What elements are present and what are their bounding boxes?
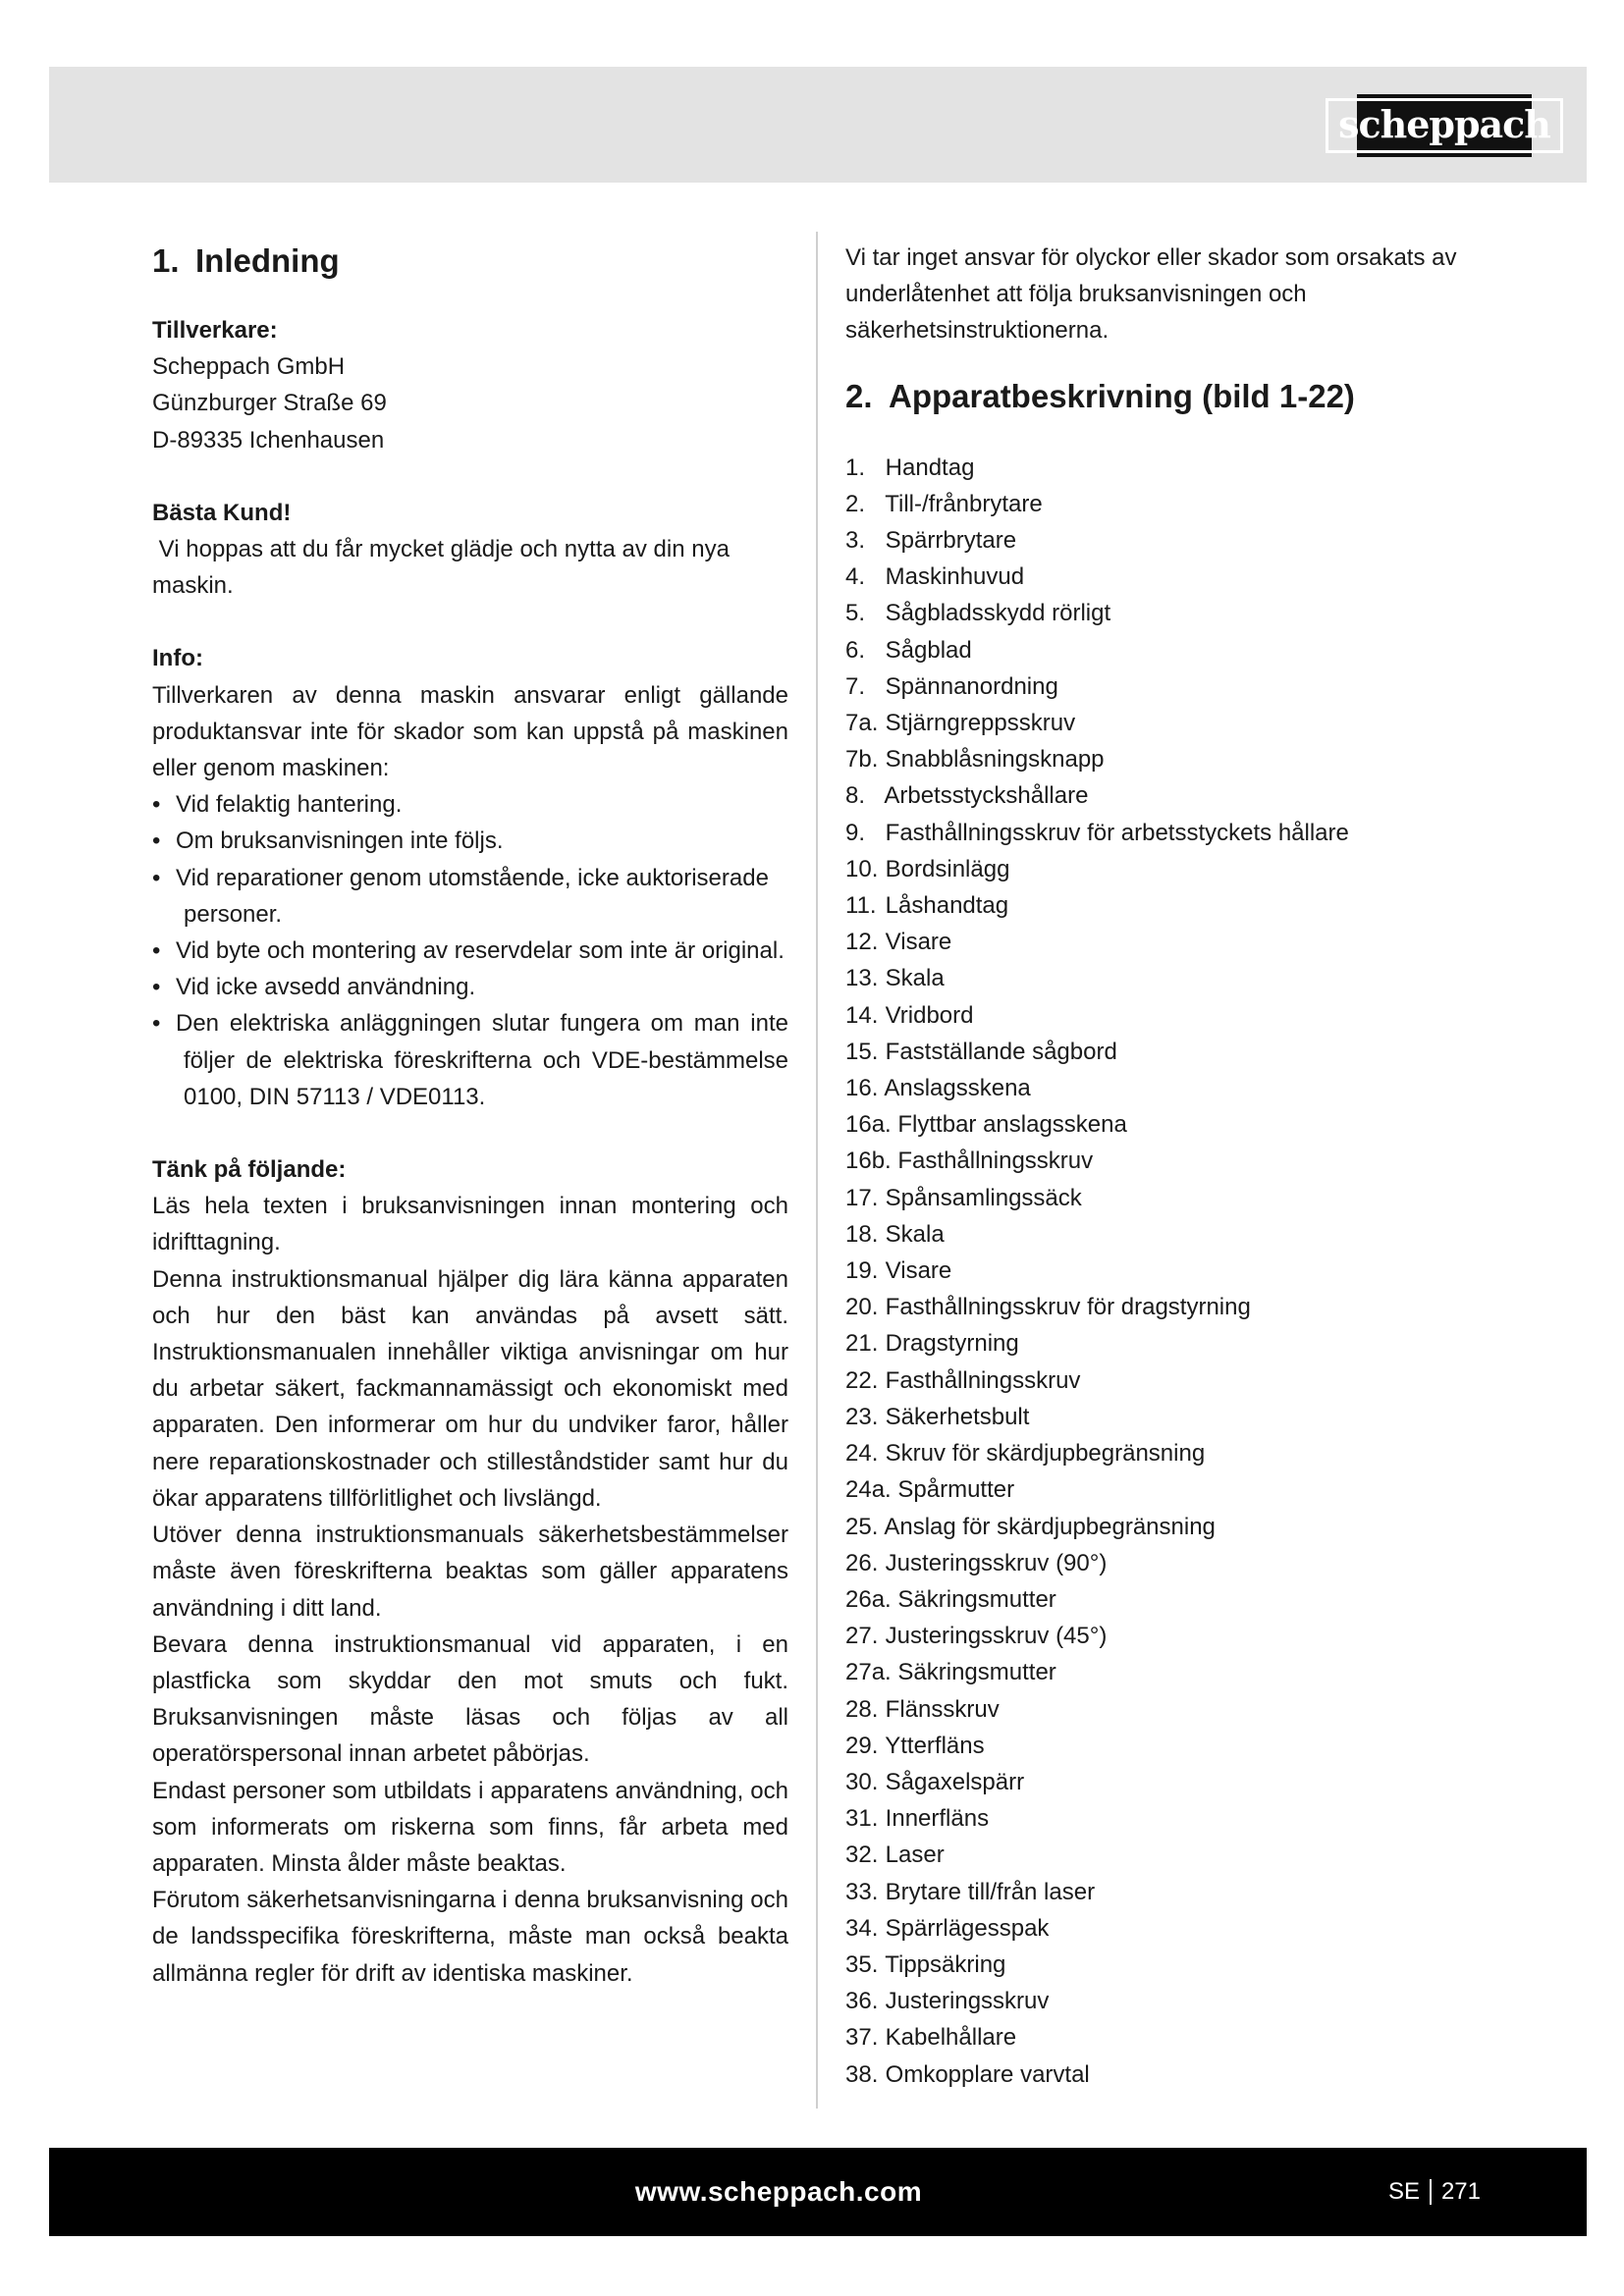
part-number: 32. — [845, 1842, 879, 1869]
section-2-title: Apparatbeskrivning (bild 1-22) — [889, 377, 1355, 414]
note-paragraph: Läs hela texten i bruksanvisningen innan montering och idrifttagning. — [152, 1193, 788, 1256]
list-item — [845, 1034, 1493, 1070]
list-item — [845, 1837, 1493, 1873]
list-item — [845, 1618, 1493, 1654]
part-number: 11. — [845, 892, 877, 920]
list-item — [845, 815, 1493, 851]
list-item — [845, 1180, 1493, 1216]
list-item — [845, 960, 1493, 996]
part-number: 16. — [845, 1075, 879, 1102]
section-2-number: 2. — [845, 377, 873, 414]
list-item — [845, 559, 1493, 595]
list-item — [845, 1471, 1493, 1508]
list-item — [845, 1070, 1493, 1106]
list-item — [845, 887, 1493, 924]
list-item: • Den elektriska anläggningen slutar fungera om man inte följer de elektriska föreskrifterna och VDE-bestämmelse 0100, DIN 57113 / VDE0113. — [152, 1010, 788, 1110]
part-label: Brytare till/från laser — [885, 1878, 1096, 1905]
part-label: Spårmutter — [897, 1476, 1015, 1504]
part-label: Visare — [885, 1257, 952, 1285]
list-item — [845, 741, 1493, 777]
part-label: Anslagsskena — [884, 1075, 1031, 1102]
list-item: • Vid byte och montering av reservdelar som inte är original. — [152, 937, 785, 965]
manufacturer-label: Tillverkare: — [152, 317, 278, 344]
part-label: Fasthållningsskruv — [897, 1148, 1094, 1175]
list-item — [845, 1983, 1493, 2019]
list-item — [845, 705, 1493, 741]
part-number: 29. — [845, 1732, 879, 1759]
part-label: Kabelhållare — [885, 2024, 1017, 2052]
list-item — [845, 1509, 1493, 1545]
part-number: 27. — [845, 1623, 879, 1650]
dear-customer-label: Bästa Kund! — [152, 499, 292, 526]
part-label: Innerfläns — [885, 1805, 990, 1833]
part-number: 16a. — [845, 1111, 892, 1139]
list-item — [845, 924, 1493, 960]
page-number — [1388, 2148, 1481, 2236]
part-number: 1. — [845, 454, 866, 481]
part-label: Säkerhetsbult — [885, 1403, 1030, 1430]
part-label: Arbetsstyckshållare — [884, 782, 1089, 810]
part-number: 21. — [845, 1330, 879, 1358]
part-number: 7b. — [845, 746, 879, 774]
part-label: Fasthållningsskruv för dragstyrning — [885, 1294, 1251, 1321]
list-item — [845, 1325, 1493, 1362]
list-item — [845, 1399, 1493, 1435]
list-item — [845, 1253, 1493, 1289]
part-number: 24. — [845, 1440, 879, 1468]
list-item: • Vid icke avsedd användning. — [152, 974, 476, 1001]
list-item: • Vid reparationer genom utomstående, icke auktoriserade personer. — [152, 864, 769, 928]
part-label: Fasthållningsskruv — [885, 1366, 1081, 1394]
part-label: Säkringsmutter — [897, 1585, 1056, 1613]
list-item — [845, 1435, 1493, 1471]
part-label: Spännanordning — [885, 672, 1058, 700]
list-item — [845, 1728, 1493, 1764]
part-number: 7a. — [845, 710, 879, 737]
part-number: 13. — [845, 965, 879, 992]
list-item — [845, 1874, 1493, 1910]
part-number: 16b. — [845, 1148, 892, 1175]
part-label: Justeringsskruv — [885, 1988, 1050, 2015]
list-item — [845, 1289, 1493, 1325]
part-label: Laser — [885, 1842, 945, 1869]
column-divider — [816, 232, 818, 2109]
part-label: Skala — [885, 965, 945, 992]
part-number: 33. — [845, 1878, 879, 1905]
part-number: 7. — [845, 672, 866, 700]
part-label: Skala — [885, 1220, 945, 1248]
section-1-heading — [152, 240, 788, 283]
info-text: Tillverkaren av denna maskin ansvarar enligt gällande produktansvar inte för skador som kan uppstå på maskinen eller genom maskinen: — [152, 681, 788, 782]
part-label: Låshandtag — [885, 892, 1009, 920]
page-separator — [1430, 2179, 1432, 2205]
part-label: Maskinhuvud — [885, 563, 1025, 591]
part-number: 10. — [845, 855, 879, 882]
page-number-value: 271 — [1440, 2178, 1481, 2205]
part-label: Justeringsskruv (90°) — [885, 1549, 1108, 1576]
part-number: 35. — [845, 1950, 879, 1978]
part-label: Till-/frånbrytare — [885, 490, 1043, 517]
list-item — [845, 1691, 1493, 1728]
part-number: 3. — [845, 527, 866, 555]
part-label: Fasthållningsskruv för arbetsstyckets hållare — [885, 819, 1349, 846]
footer-url[interactable]: www.scheppach.com — [634, 2176, 923, 2207]
list-item — [845, 486, 1493, 522]
footer-band — [49, 2148, 1587, 2236]
dear-customer-text: Vi hoppas att du får mycket glädje och nytta av din nya maskin. — [152, 536, 736, 600]
part-number: 17. — [845, 1184, 879, 1211]
manufacturer-line: D-89335 Ichenhausen — [152, 426, 385, 454]
list-item: • Vid felaktig hantering. — [152, 791, 403, 819]
list-item — [845, 2019, 1493, 2056]
part-label: Snabblåsningsknapp — [885, 746, 1105, 774]
list-item — [845, 522, 1493, 559]
part-number: 37. — [845, 2024, 879, 2052]
list-item — [845, 1106, 1493, 1143]
note-paragraph: Utöver denna instruktionsmanuals säkerhetsbestämmelser måste även föreskrifterna beaktas som gäller apparatens användning i ditt land. — [152, 1522, 788, 1622]
part-number: 20. — [845, 1294, 879, 1321]
list-item — [845, 632, 1493, 668]
list-item — [845, 1910, 1493, 1947]
part-label: Visare — [885, 929, 952, 956]
list-item — [845, 1362, 1493, 1399]
list-item — [845, 1143, 1493, 1179]
note-label: Tänk på följande: — [152, 1156, 347, 1184]
part-label: Säkringsmutter — [897, 1659, 1056, 1686]
manufacturer-line: Scheppach GmbH — [152, 353, 346, 381]
part-number: 38. — [845, 2060, 879, 2088]
part-number: 36. — [845, 1988, 879, 2015]
list-item — [845, 595, 1493, 631]
right-column — [845, 240, 1493, 2093]
list-item — [845, 1581, 1493, 1618]
part-number: 18. — [845, 1220, 879, 1248]
note-paragraph: Bevara denna instruktionsmanual vid apparaten, i en plastficka som skyddar den mot smuts och fukt. Bruksanvisningen måste läsas och följas av all operatörspersonal innan arbetet påbörjas. — [152, 1630, 788, 1768]
part-number: 19. — [845, 1257, 879, 1285]
list-item — [845, 668, 1493, 705]
part-number: 25. — [845, 1513, 879, 1540]
part-label: Sågblad — [885, 636, 972, 664]
part-label: Handtag — [885, 454, 975, 481]
part-number: 12. — [845, 929, 879, 956]
part-label: Stjärngreppsskruv — [885, 710, 1076, 737]
list-item — [845, 1947, 1493, 1983]
note-paragraph: Endast personer som utbildats i apparatens användning, och som informerats om riskerna som finns, får arbeta med apparaten. Minsta ålder måste beaktas. — [152, 1777, 788, 1877]
list-item — [845, 777, 1493, 814]
part-label: Flyttbar anslagsskena — [897, 1111, 1127, 1139]
parts-list — [845, 450, 1493, 2093]
part-label: Spärrbrytare — [885, 527, 1017, 555]
part-label: Dragstyrning — [885, 1330, 1019, 1358]
part-label: Fastställande sågbord — [885, 1038, 1117, 1065]
part-label: Justeringsskruv (45°) — [885, 1623, 1108, 1650]
info-bullet-list — [152, 786, 788, 1115]
part-number: 22. — [845, 1366, 879, 1394]
left-column — [152, 240, 788, 1992]
part-label: Spärrlägesspak — [885, 1914, 1050, 1942]
part-number: 27a. — [845, 1659, 892, 1686]
part-number: 14. — [845, 1001, 879, 1029]
list-item — [845, 2056, 1493, 2093]
part-label: Sågbladsskydd rörligt — [885, 600, 1111, 627]
part-label: Bordsinlägg — [885, 855, 1010, 882]
note-paragraph: Denna instruktionsmanual hjälper dig lära känna apparaten och hur den bäst kan användas på avsett sätt. Instruktionsmanualen innehåller viktiga anvisningar om hur du arbetar säkert, fackmannamässigt och ekonomiskt med apparaten. Den informerar om hur du undviker faror, håller nere reparationskostnader och stilleståndstider samt hur du ökar apparatens tillförlitlighet och livslängd. — [152, 1265, 788, 1512]
manufacturer-line: Günzburger Straße 69 — [152, 390, 387, 417]
info-label: Info: — [152, 645, 203, 672]
language-code: SE — [1387, 2178, 1420, 2205]
section-2-heading — [845, 375, 1493, 418]
part-number: 28. — [845, 1695, 879, 1723]
part-number: 24a. — [845, 1476, 892, 1504]
brand-logo — [1338, 94, 1550, 157]
part-label: Sågaxelspärr — [885, 1768, 1025, 1795]
list-item — [845, 997, 1493, 1034]
section-1-number: 1. — [152, 242, 180, 279]
list-item — [845, 450, 1493, 486]
part-label: Vridbord — [885, 1001, 974, 1029]
part-label: Flänsskruv — [885, 1695, 1000, 1723]
part-number: 4. — [845, 563, 866, 591]
part-label: Tippsäkring — [885, 1950, 1006, 1978]
part-label: Spånsamlingssäck — [885, 1184, 1082, 1211]
list-item — [845, 851, 1493, 887]
part-number: 9. — [845, 819, 866, 846]
part-number: 31. — [845, 1805, 879, 1833]
list-item — [845, 1800, 1493, 1837]
part-number: 5. — [845, 600, 866, 627]
part-number: 2. — [845, 490, 866, 517]
list-item — [845, 1545, 1493, 1581]
brand-logo-text: scheppach — [1326, 98, 1563, 153]
part-number: 23. — [845, 1403, 879, 1430]
part-number: 15. — [845, 1038, 879, 1065]
part-number: 26. — [845, 1549, 879, 1576]
part-label: Skruv för skärdjupbegränsning — [885, 1440, 1206, 1468]
list-item — [845, 1216, 1493, 1253]
list-item — [845, 1654, 1493, 1690]
part-label: Ytterfläns — [885, 1732, 985, 1759]
part-label: Anslag för skärdjupbegränsning — [884, 1513, 1216, 1540]
liability-text: Vi tar inget ansvar för olyckor eller skador som orsakats av underlåtenhet att följa bruksanvisningen och säkerhetsinstruktionerna. — [845, 244, 1457, 345]
part-number: 26a. — [845, 1585, 892, 1613]
part-number: 8. — [845, 782, 866, 810]
list-item: • Om bruksanvisningen inte följs. — [152, 828, 504, 855]
list-item — [845, 1764, 1493, 1800]
part-label: Omkopplare varvtal — [885, 2060, 1090, 2088]
part-number: 34. — [845, 1914, 879, 1942]
part-number: 30. — [845, 1768, 879, 1795]
part-number: 6. — [845, 636, 866, 664]
section-1-title: Inledning — [195, 242, 340, 279]
note-paragraph: Förutom säkerhetsanvisningarna i denna bruksanvisning och de landsspecifika föreskrifterna, måste man också beakta allmänna regler för drift av identiska maskiner. — [152, 1887, 788, 1987]
